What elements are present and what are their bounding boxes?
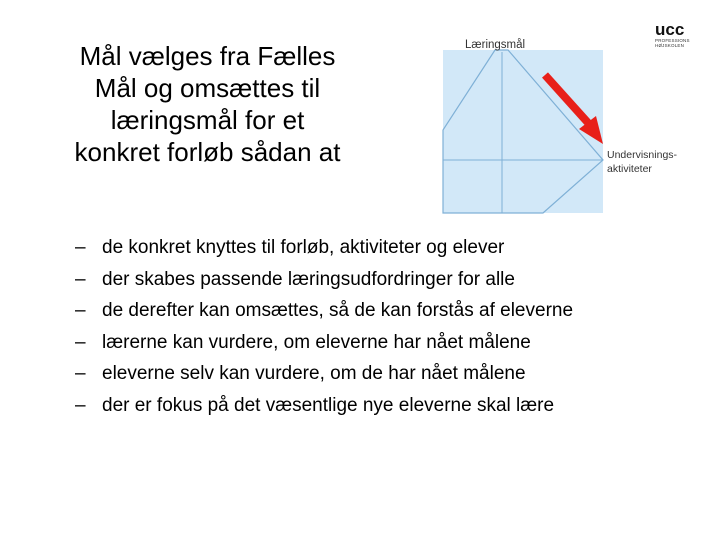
title-line: Mål vælges fra Fælles	[79, 41, 336, 71]
bullet-list	[75, 236, 675, 425]
bullet-text: de konkret knyttes til forløb, aktiviteter og elever	[102, 237, 505, 258]
bullet-text: der er fokus på det væsentlige nye eleverne skal lære	[102, 394, 555, 416]
title-line: Mål og omsættes til	[94, 73, 321, 103]
slide-title	[40, 40, 375, 168]
diagram-right-label-line2: aktiviteter	[607, 163, 652, 175]
bullet-item	[75, 394, 675, 418]
bullet-dash: –	[75, 268, 86, 290]
ucc-logo	[655, 22, 705, 48]
logo-subline: HØJSKOLEN	[655, 43, 685, 48]
title-line: læringsmål for et	[110, 105, 305, 135]
bullet-item	[75, 331, 675, 355]
bullet-item	[75, 299, 675, 323]
bullet-text: lærerne kan vurdere, om eleverne har nået målene	[102, 331, 531, 353]
bullet-dash: –	[75, 237, 86, 258]
logo-wordmark: ucc	[655, 20, 685, 39]
diagram-top-label: Læringsmål	[465, 39, 526, 51]
bullet-text: der skabes passende læringsudfordringer for alle	[102, 268, 515, 290]
diagram-right-label-line1: Undervisnings-	[607, 149, 678, 161]
bullet-dash: –	[75, 331, 86, 353]
logo-subline: PROFESSIONS	[655, 38, 690, 43]
title-line: konkret forløb sådan at	[74, 137, 341, 167]
bullet-item	[75, 268, 675, 292]
bullet-dash: –	[75, 300, 86, 321]
bullet-text: de derefter kan omsættes, så de kan forstås af eleverne	[102, 300, 574, 321]
bullet-text: eleverne selv kan vurdere, om de har nået målene	[102, 363, 526, 384]
bullet-item	[75, 362, 675, 386]
bullet-dash: –	[75, 394, 86, 416]
bullet-dash: –	[75, 363, 86, 384]
bullet-item	[75, 236, 675, 260]
